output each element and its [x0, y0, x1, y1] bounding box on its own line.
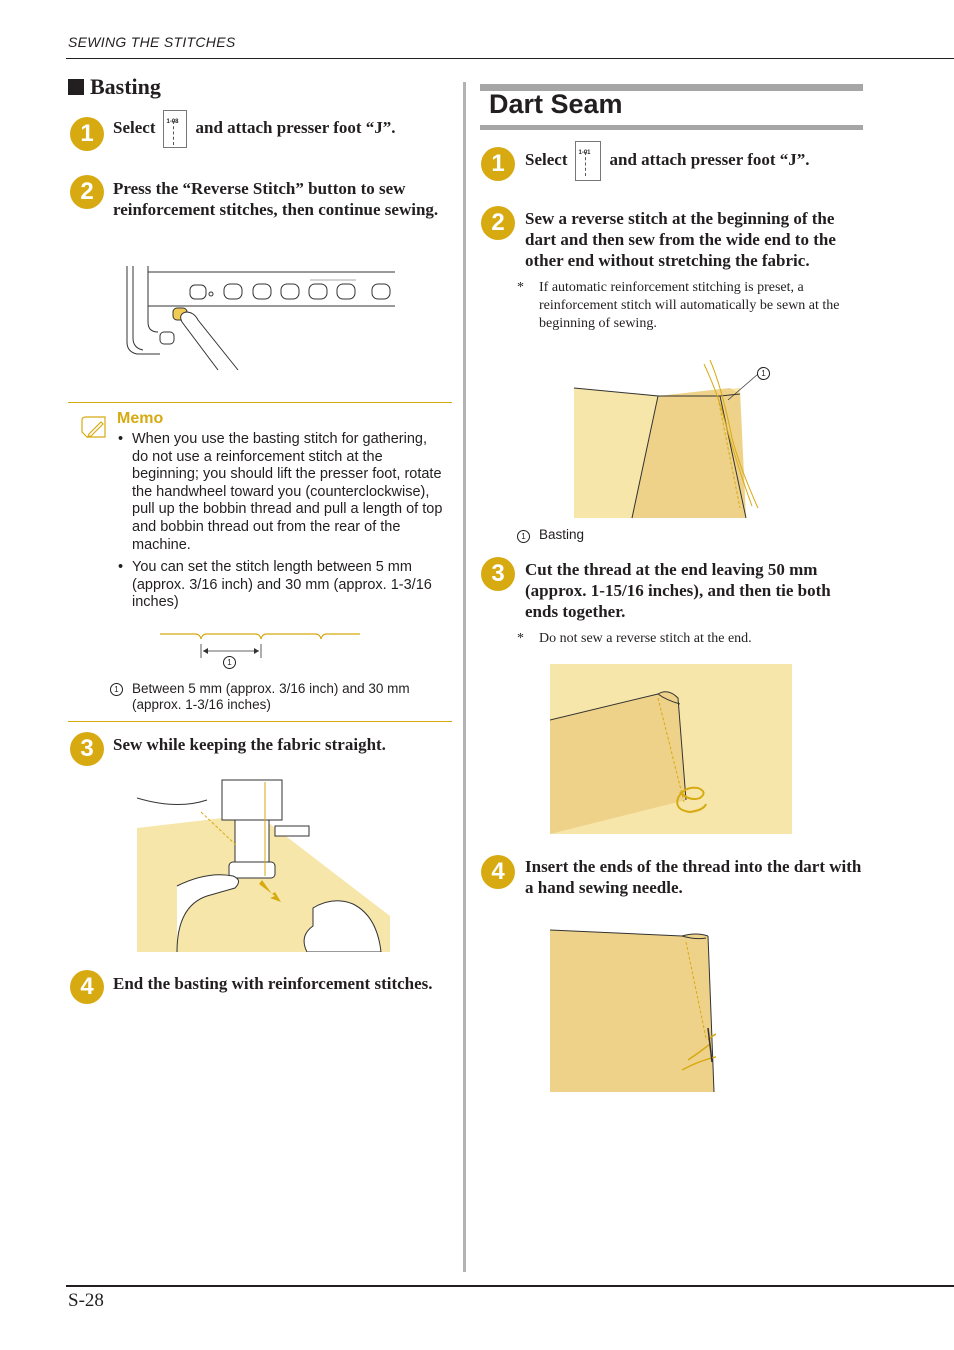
- basting-step3-text: Sew while keeping the fabric straight.: [113, 735, 386, 754]
- memo-item-text: When you use the basting stitch for gathering, do not use a reinforcement stitch at the beginning; you should lift the presser foot, rotate the handwheel toward you (counterclockwise), pull up the bobbin thread and pull a length of top and bobbin thread out from the rear of the machine.: [132, 431, 443, 553]
- basting-step3-badge: 3: [70, 732, 104, 766]
- memo-figure-callout: 1: [223, 656, 236, 669]
- dart-tie-thread-figure: [550, 664, 792, 834]
- dart-step2-text: Sew a reverse stitch at the beginning of the dart and then sew from the wide end to the other end without stretching the fabric.: [525, 209, 836, 270]
- memo-bullet: •: [118, 431, 124, 447]
- basting-step4-badge: 4: [70, 970, 104, 1004]
- memo-item-1: [118, 431, 447, 554]
- stitch-1-01-icon[interactable]: [575, 141, 601, 181]
- dart-step1-text: [525, 141, 810, 181]
- note-text: If automatic reinforcement stitching is preset, a reinforcement stitch will automatically be sewn at the beginning of sewing.: [539, 280, 840, 331]
- dart-note-3: [517, 630, 859, 648]
- basting-step2-badge: 2: [70, 175, 104, 209]
- dart-step4-badge: 4: [481, 855, 515, 889]
- memo-rule-bottom: [68, 721, 452, 722]
- basting-step1-badge: 1: [70, 117, 104, 151]
- sewing-fabric-straight-figure: [137, 776, 390, 952]
- heading-square-icon: [68, 79, 84, 95]
- header-rule: [66, 58, 954, 59]
- memo-caption-number: 1: [110, 683, 123, 696]
- footer-rule: [66, 1285, 954, 1287]
- dart-step3-badge: 3: [481, 557, 515, 591]
- basting-step4-text: End the basting with reinforcement stitches.: [113, 974, 433, 993]
- note-asterisk: *: [517, 631, 524, 646]
- dart-figure-callout: 1: [757, 367, 770, 380]
- basting-step1-text: [113, 110, 396, 148]
- step-text-select: Select: [525, 149, 568, 169]
- memo-pencil-icon: [79, 414, 109, 442]
- memo-rule-top: [68, 402, 452, 403]
- dart-step2-badge: 2: [481, 206, 515, 240]
- note-text: Do not sew a reverse stitch at the end.: [539, 631, 752, 646]
- basting-title: Basting: [90, 74, 161, 99]
- dart-step3-text: Cut the thread at the end leaving 50 mm (approx. 1-15/16 inches), and then tie both ends together.: [525, 560, 831, 621]
- dart-step1-badge: 1: [481, 147, 515, 181]
- memo-bullet: •: [118, 559, 124, 575]
- basting-heading: [68, 74, 161, 100]
- page-number: S-28: [68, 1290, 104, 1311]
- dart-caption: Basting: [539, 527, 585, 542]
- stitch-length-diagram: [155, 628, 365, 672]
- stitch-1-08-icon[interactable]: [163, 110, 187, 148]
- memo-caption: Between 5 mm (approx. 3/16 inch) and 30 mm (approx. 1-3/16 inches): [132, 681, 410, 712]
- dart-caption-number: 1: [517, 530, 530, 543]
- basting-step2-text: Press the “Reverse Stitch” button to sew reinforcement stitches, then continue sewing.: [113, 179, 439, 219]
- step-text-post: and attach presser foot “J”.: [195, 117, 396, 137]
- dart-insert-thread-figure: [550, 928, 716, 1092]
- running-header: SEWING THE STITCHES: [68, 34, 236, 50]
- step-text-post: and attach presser foot “J”.: [609, 149, 810, 169]
- dart-step4-text: Insert the ends of the thread into the dart with a hand sewing needle.: [525, 857, 862, 897]
- memo-item-text: You can set the stitch length between 5 mm (approx. 3/16 inch) and 30 mm (approx. 1-3/16 inches): [132, 559, 432, 611]
- column-divider: [463, 82, 466, 1272]
- memo-item-2: [118, 559, 447, 612]
- stitch-icon-label: 1-01: [578, 150, 591, 156]
- dart-title-bar-bottom: [480, 125, 863, 130]
- reverse-stitch-button-figure: [120, 262, 400, 372]
- note-asterisk: *: [517, 280, 524, 295]
- dart-note-2: [517, 279, 859, 333]
- memo-title: Memo: [117, 410, 164, 427]
- dart-title: Dart Seam: [489, 89, 623, 119]
- stitch-icon-label: 1-08: [166, 119, 179, 125]
- dart-basting-figure: [572, 358, 772, 520]
- step-text-select: Select: [113, 117, 156, 137]
